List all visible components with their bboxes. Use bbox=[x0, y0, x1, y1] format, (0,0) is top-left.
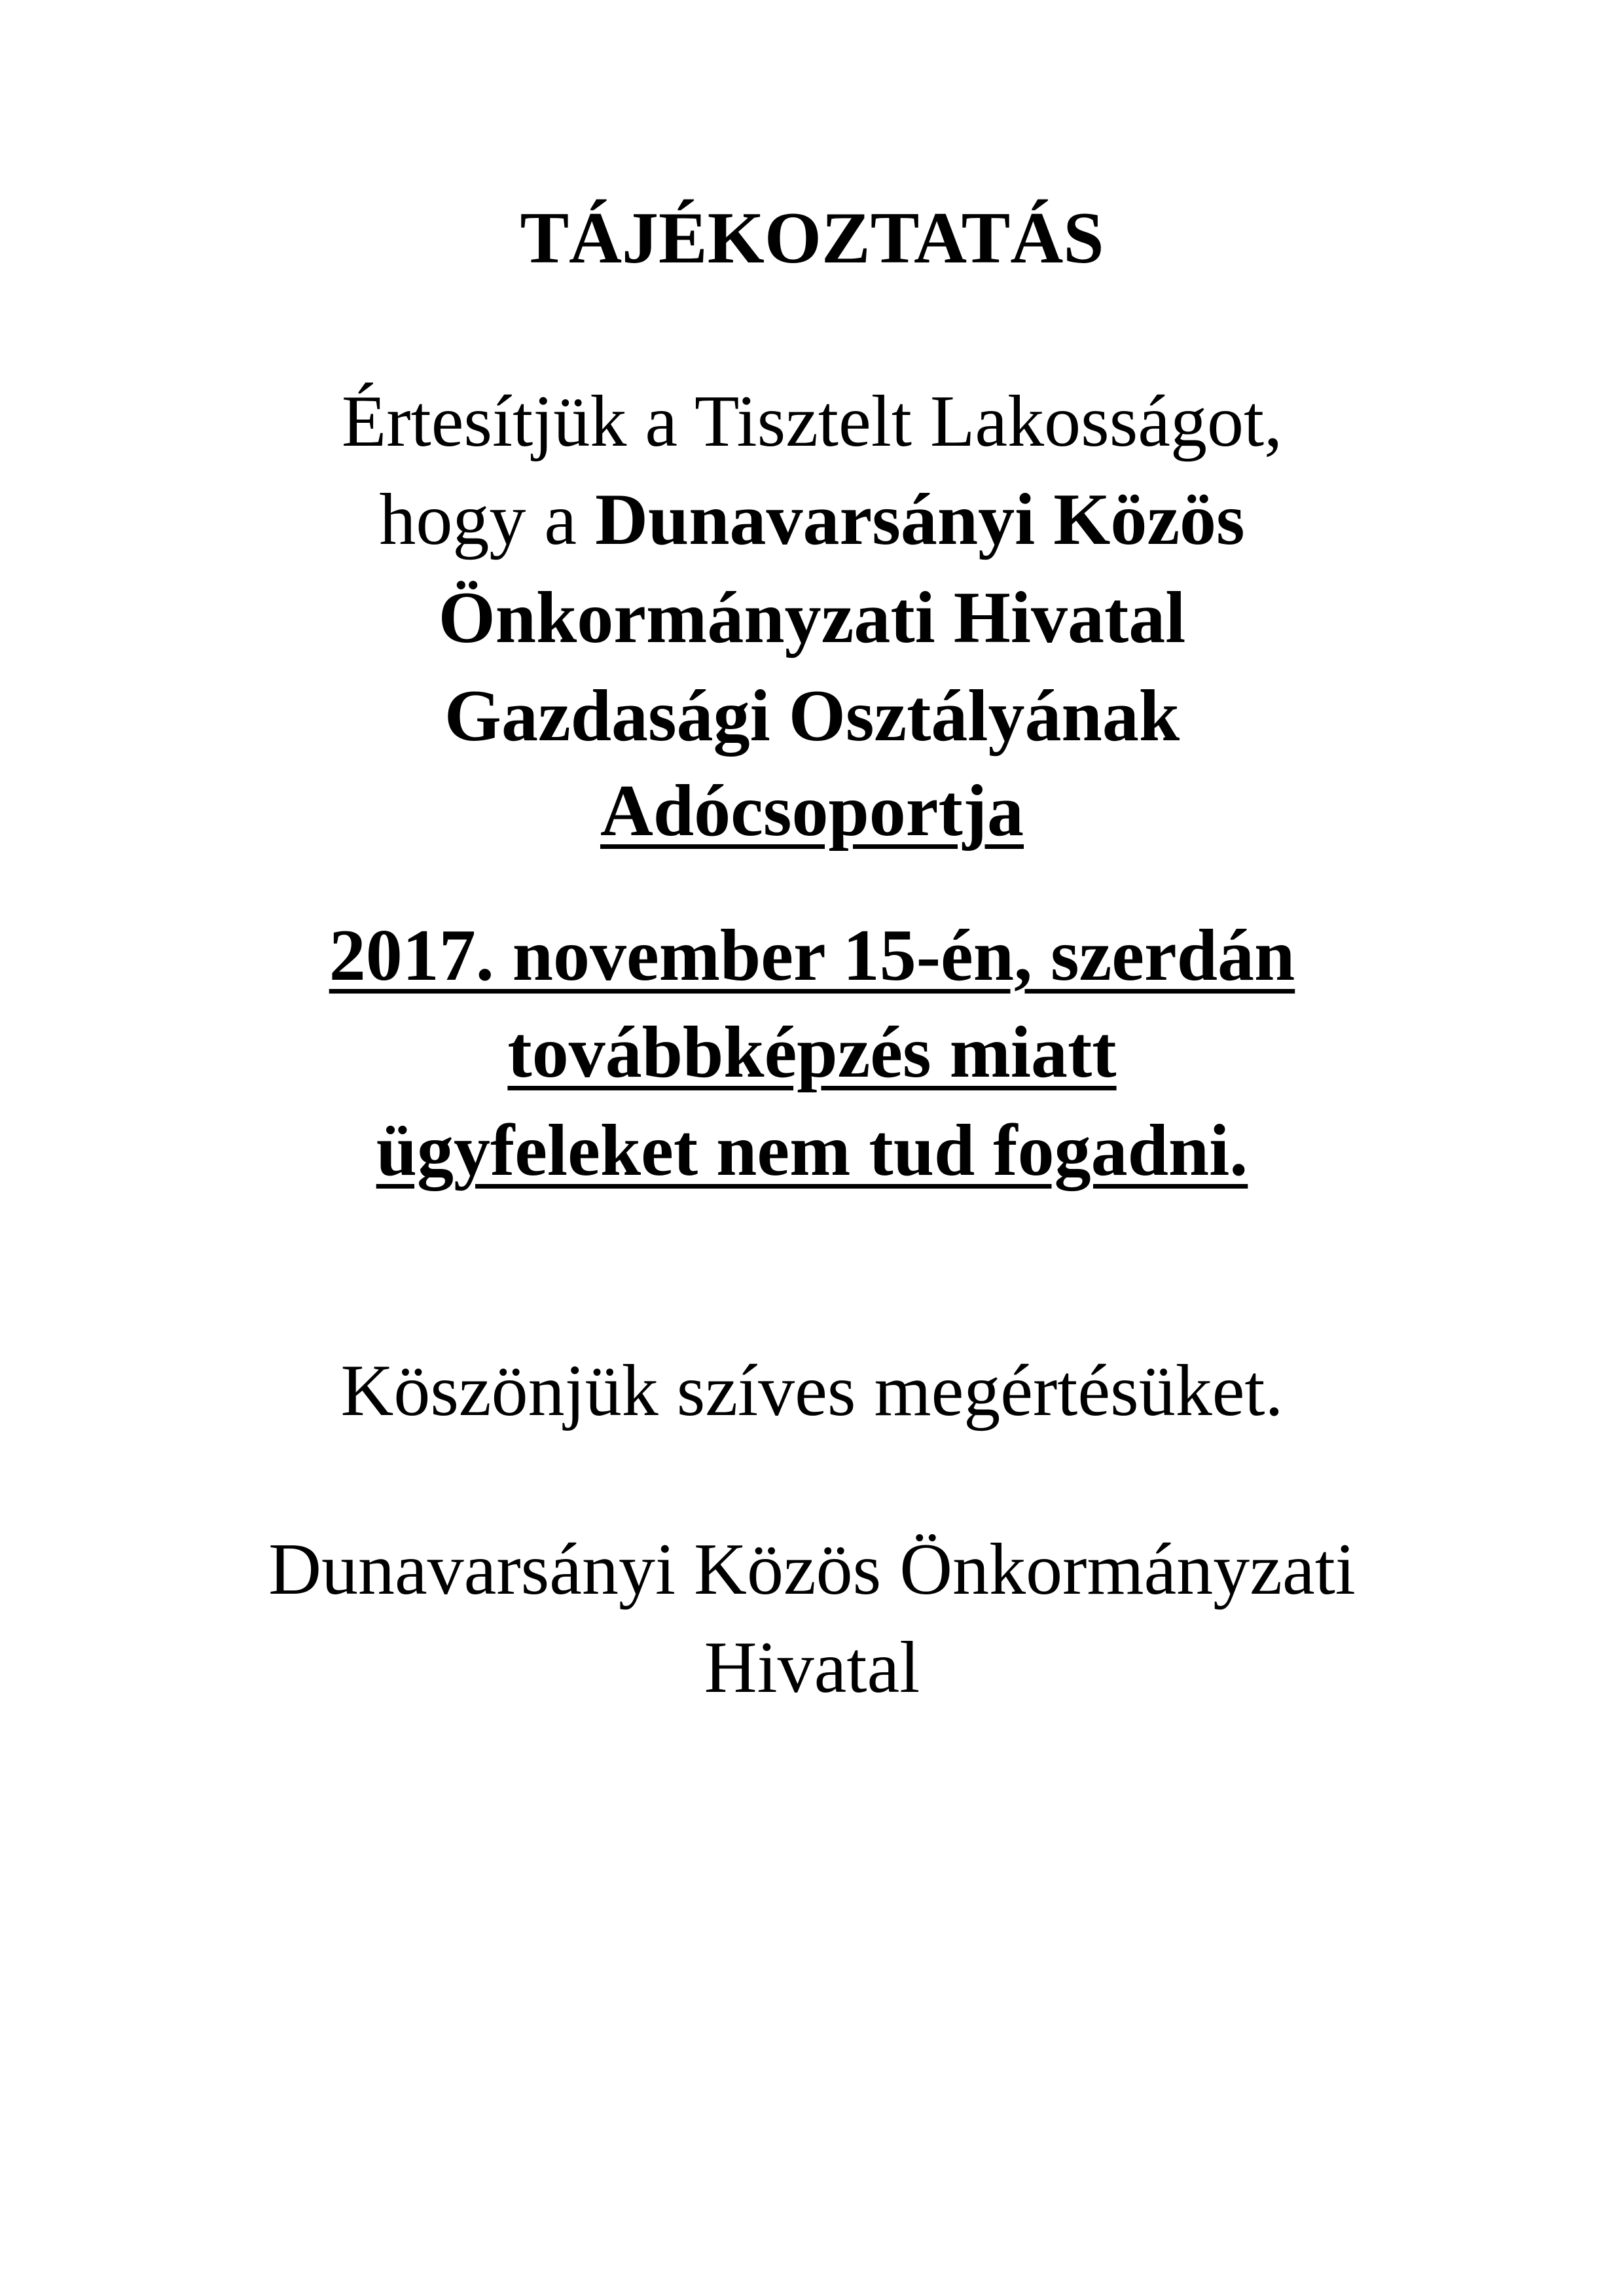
thanks-text: Köszönjük szíves megértésüket. bbox=[340, 1350, 1284, 1431]
department-name: Gazdasági Osztályának bbox=[444, 675, 1180, 757]
closure-reason: továbbképzés miatt bbox=[507, 1012, 1117, 1093]
closure-date: 2017. november 15-én, szerdán bbox=[329, 915, 1295, 996]
date-line-3 bbox=[0, 1102, 1624, 1200]
intro-line-2 bbox=[0, 471, 1624, 569]
group-name-line bbox=[0, 762, 1624, 860]
date-line-1 bbox=[0, 906, 1624, 1005]
date-line-2 bbox=[0, 1003, 1624, 1102]
group-name: Adócsoportja bbox=[600, 770, 1024, 852]
notice-title: TÁJÉKOZTATÁS bbox=[520, 198, 1104, 279]
intro-line-2-plain: hogy a bbox=[379, 479, 596, 560]
intro-line-1: Értesítjük a Tisztelt Lakosságot, bbox=[341, 381, 1283, 462]
office-name-part-2: Önkormányzati Hivatal bbox=[438, 577, 1186, 658]
signature-line-1: Dunavarsányi Közös Önkormányzati bbox=[268, 1529, 1356, 1610]
closure-statement: ügyfeleket nem tud fogadni. bbox=[376, 1110, 1248, 1191]
signature-line-2: Hivatal bbox=[704, 1627, 920, 1708]
office-name-part-1: Dunavarsányi Közös bbox=[595, 479, 1245, 560]
